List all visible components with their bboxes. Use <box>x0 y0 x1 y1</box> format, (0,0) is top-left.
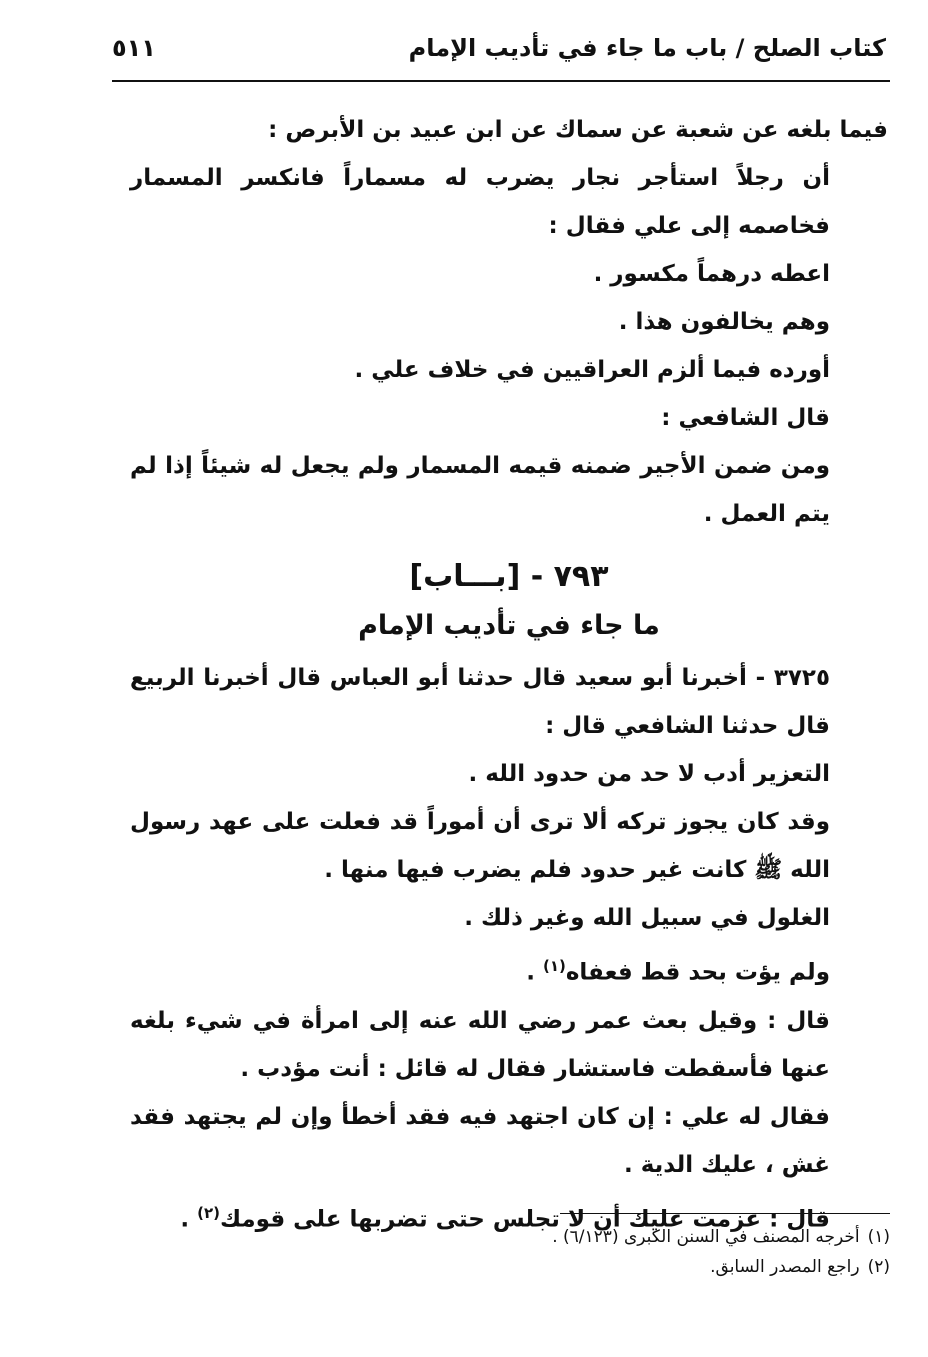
page-number: ٥١١ <box>112 34 156 62</box>
footnote-reference: (٢) <box>197 1203 220 1222</box>
footnote-rule <box>560 1213 890 1214</box>
paragraph: قال : وقيل بعث عمر رضي الله عنه إلى امرأة في شيء بلغه عنها فأسقطت فاستشار فقال له قائل : أنت مؤدب . <box>130 1007 830 1082</box>
paragraph-end: . <box>526 959 543 986</box>
paragraph: اعطه درهماً مكسور . <box>593 261 830 287</box>
footnote-reference: (١) <box>542 957 566 975</box>
paragraph: وقد كان يجوز تركه ألا ترى أن أموراً قد فعلت على عهد رسول الله ﷺ كانت غير حدود فلم يضرب فيها منها . <box>130 809 830 883</box>
main-text <box>130 106 888 1243</box>
paragraph <box>130 942 888 997</box>
running-title: كتاب الصلح / باب ما جاء في تأديب الإمام <box>408 34 886 62</box>
paragraph-text: قال : عزمت عليك أن لا تجلس حتى تضربها على قومك <box>220 1206 830 1233</box>
paragraph: التعزير أدب لا حد من حدود الله . <box>468 761 830 787</box>
footnote-number: (٢) <box>867 1257 890 1277</box>
paragraph-end: . <box>180 1206 198 1233</box>
footnote <box>130 1252 890 1282</box>
paragraph-text: ولم يؤت بحد قط فعفاه <box>565 959 830 986</box>
header-rule <box>112 80 890 82</box>
footnote-number: (١) <box>867 1227 890 1247</box>
footnotes <box>130 1222 890 1282</box>
chapter-title: ما جاء في تأديب الإمام <box>358 610 660 641</box>
paragraph: ومن ضمن الأجير ضمنه قيمه المسمار ولم يجعل له شيئاً إذا لم يتم العمل . <box>130 453 830 527</box>
paragraph: قال الشافعي : <box>661 405 830 431</box>
paragraph: ٣٧٢٥ - أخبرنا أبو سعيد قال حدثنا أبو العباس قال أخبرنا الربيع قال حدثنا الشافعي قال : <box>130 665 830 739</box>
page-header <box>112 34 886 78</box>
paragraph: أن رجلاً استأجر نجار يضرب له مسماراً فانكسر المسمار فخاصمه إلى علي فقال : <box>130 165 830 239</box>
footnote-text: أخرجه المصنف في السنن الكبرى (٦/١٢٣) . <box>552 1227 860 1247</box>
paragraph: أورده فيما ألزم العراقيين في خلاف علي . <box>354 357 830 383</box>
paragraph: فقال له علي : إن كان اجتهد فيه فقد أخطأ وإن لم يجتهد فقد غش ، عليك الدية . <box>130 1103 830 1178</box>
paragraph: وهم يخالفون هذا . <box>618 309 830 335</box>
footnote <box>130 1222 890 1252</box>
chapter-heading: ٧٩٣ - [بـــاب] <box>409 559 609 594</box>
paragraph: الغلول في سبيل الله وغير ذلك . <box>464 905 830 931</box>
paragraph: فيما بلغه عن شعبة عن سماك عن ابن عبيد بن الأبرص : <box>268 117 888 143</box>
footnote-text: راجع المصدر السابق. <box>710 1257 860 1277</box>
